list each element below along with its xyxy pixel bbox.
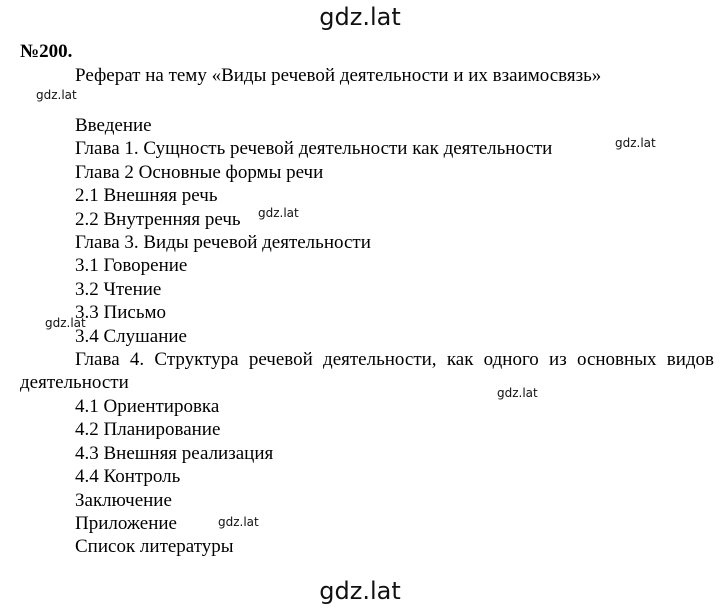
- toc-item: Заключение: [75, 489, 172, 511]
- toc-item: 4.1 Ориентировка: [75, 395, 220, 417]
- watermark-small: gdz.lat: [258, 206, 299, 220]
- table-of-contents: [20, 114, 714, 559]
- watermark-small: gdz.lat: [45, 316, 86, 330]
- toc-item: Приложение: [75, 512, 177, 534]
- watermark-small: gdz.lat: [218, 515, 259, 529]
- task-number: №200.: [20, 41, 73, 62]
- toc-item: Глава 4. Структура речевой деятельности, как одного из основных видов деятельности: [20, 349, 714, 394]
- toc-item: 4.3 Внешняя реализация: [75, 442, 274, 464]
- toc-item: 3.2 Чтение: [75, 278, 162, 300]
- toc-item: 3.4 Слушание: [75, 325, 187, 347]
- toc-item: Введение: [75, 115, 152, 136]
- document-title: Реферат на тему «Виды речевой деятельности и их взаимосвязь»: [75, 65, 602, 86]
- toc-item: 2.1 Внешняя речь: [75, 185, 218, 207]
- toc-item: 2.2 Внутренняя речь: [75, 208, 241, 230]
- toc-item: 4.4 Контроль: [75, 466, 181, 488]
- toc-item: 4.2 Планирование: [75, 419, 221, 441]
- toc-item: Глава 2 Основные формы речи: [75, 161, 324, 183]
- watermark-small: gdz.lat: [615, 136, 656, 150]
- watermark-small: gdz.lat: [36, 88, 77, 102]
- watermark-top: gdz.lat: [319, 3, 401, 31]
- toc-item: Глава 1. Сущность речевой деятельности как деятельности: [75, 138, 553, 160]
- watermark-bottom: gdz.lat: [319, 577, 401, 605]
- toc-item: 3.3 Письмо: [75, 302, 167, 324]
- toc-item: Список литературы: [75, 536, 234, 558]
- watermark-small: gdz.lat: [497, 386, 538, 400]
- toc-item: Глава 3. Виды речевой деятельности: [75, 232, 371, 254]
- toc-item: 3.1 Говорение: [75, 255, 188, 277]
